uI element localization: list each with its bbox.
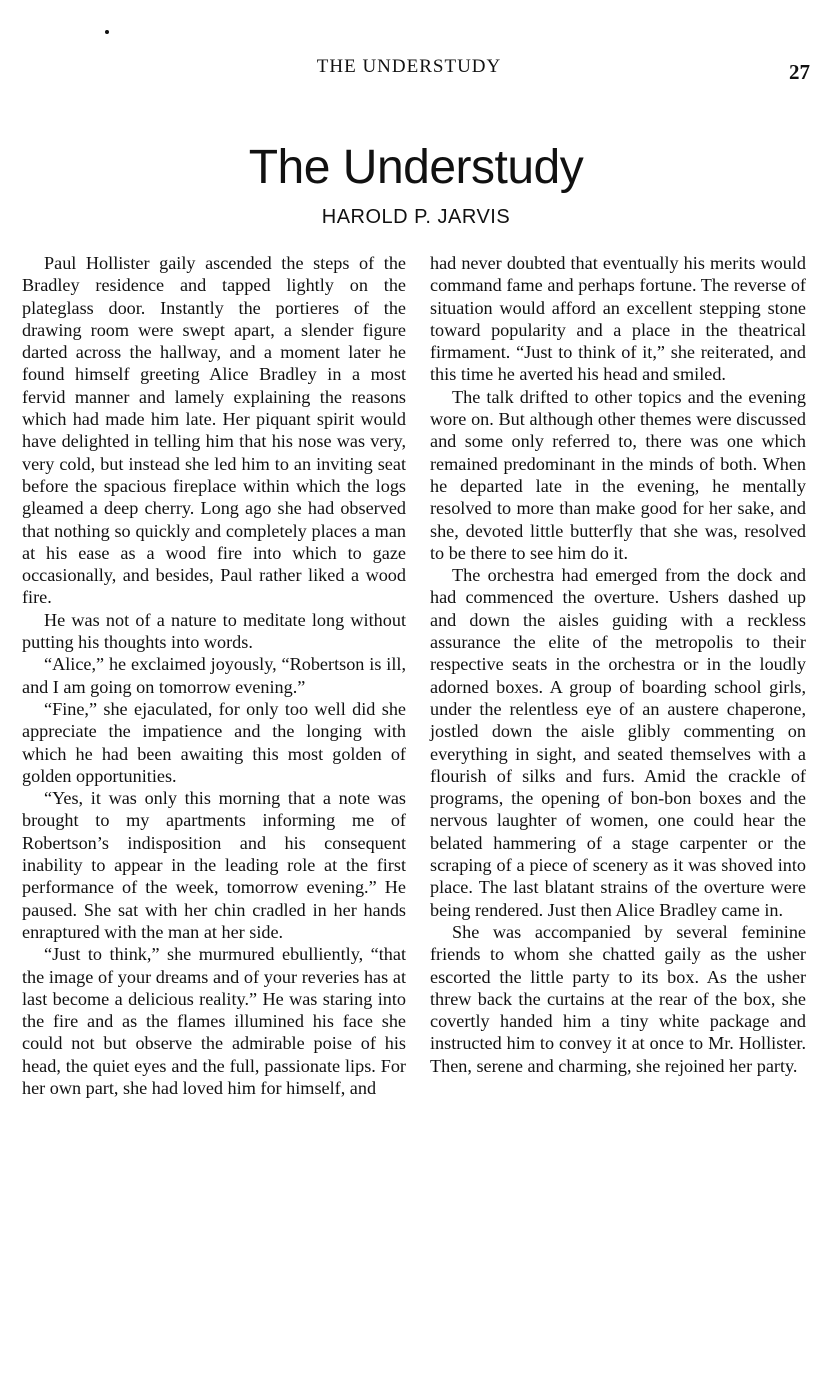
paragraph-continued: had never doubted that eventually his merits would command fame and perhaps fortune. The reverse of situation would afford an excellent stepping stone toward popularity and a place in the theatrical firmament. “Just to think of it,” she reiterated, and this time he averted his head and smiled.: [430, 253, 806, 385]
paragraph: “Yes, it was only this morning that a note was brought to my apartments informing me of Robertson’s indisposition and his consequent inability to appear in the leading role at the first performance of the week, tomorrow evening.” He paused. She sat with her chin cradled in her hands enraptured with the man at her side.: [22, 788, 406, 942]
paragraph: “Fine,” she ejaculated, for only too well did she appreciate the impatience and the longing with which he had been awaiting this most golden of golden opportunities.: [22, 698, 406, 786]
paragraph: “Alice,” he exclaimed joyously, “Robertson is ill, and I am going on tomorrow evening.”: [22, 654, 406, 697]
paragraph: Paul Hollister gaily ascended the steps of the Bradley residence and tapped lightly on the plateglass door. Instantly the portieres of the drawing room were swept apart, a slender figure darted across the hallway, and a moment later he found himself greeting Alice Bradley in a most fervid manner and lamely explaining the reasons which had made him late. Her piquant spirit would have delighted in telling him that his nose was very, very cold, but instead she led him to an inviting seat before the spacious fireplace within which the logs gleamed a deep cherry. Long ago she had observed that nothing so quickly and completely places a man at his ease as a wood fire into which to gaze occasionally, and besides, Paul rather liked a wood fire.: [22, 253, 406, 608]
paragraph: He was not of a nature to meditate long without putting his thoughts into words.: [22, 609, 406, 653]
paragraph: The talk drifted to other topics and the evening wore on. But although other themes were discussed and some only referred to, there was one which remained predominant in the minds of both. When he departed late in the evening, he mentally resolved to more than make good for her sake, and she, devoted little butterfly that she was, resolved to be there to see him do it.: [430, 386, 806, 563]
left-column: [22, 252, 406, 1099]
article-title: The Understudy: [248, 141, 584, 194]
print-speck: [105, 30, 109, 34]
running-header: THE UNDERSTUDY: [316, 56, 502, 77]
paragraph: The orchestra had emerged from the dock and had commenced the overture. Ushers dashed up and down the aisles guiding with a reckless assurance the elite of the metropolis to their respective seats in the orchestra or in the loudly adorned boxes. A group of boarding school girls, under the relentless eye of an austere chaperone, jostled down the aisle glibly commenting on everything in sight, and seated themselves with a flourish of silks and furs. Amid the crackle of programs, the opening of bon-bon boxes and the nervous laughter of women, one could hear the belated hammering of a stage carpenter or the scraping of a piece of scenery as it was shoved into place. The last blatant strains of the overture were being rendered. Just then Alice Bradley came in.: [430, 565, 806, 920]
paragraph: She was accompanied by several feminine friends to whom she chatted gaily as the usher escorted the little party to its box. As the usher threw back the curtains at the rear of the box, she covertly handed him a tiny white package and instructed him to convey it at once to Mr. Hollister. Then, serene and charming, she rejoined her party.: [430, 921, 806, 1076]
article-author: HAROLD P. JARVIS: [321, 206, 511, 228]
page-number: 27: [789, 60, 810, 84]
paragraph: “Just to think,” she murmured ebulliently, “that the image of your dreams and of your reveries has at last become a delicious reality.” He was staring into the fire and as the flames illumined his face she could not but observe the admirable poise of his head, the quiet eyes and the full, passionate lips. For her own part, she had loved him for himself, and: [22, 944, 406, 1098]
right-column: [430, 252, 806, 1077]
